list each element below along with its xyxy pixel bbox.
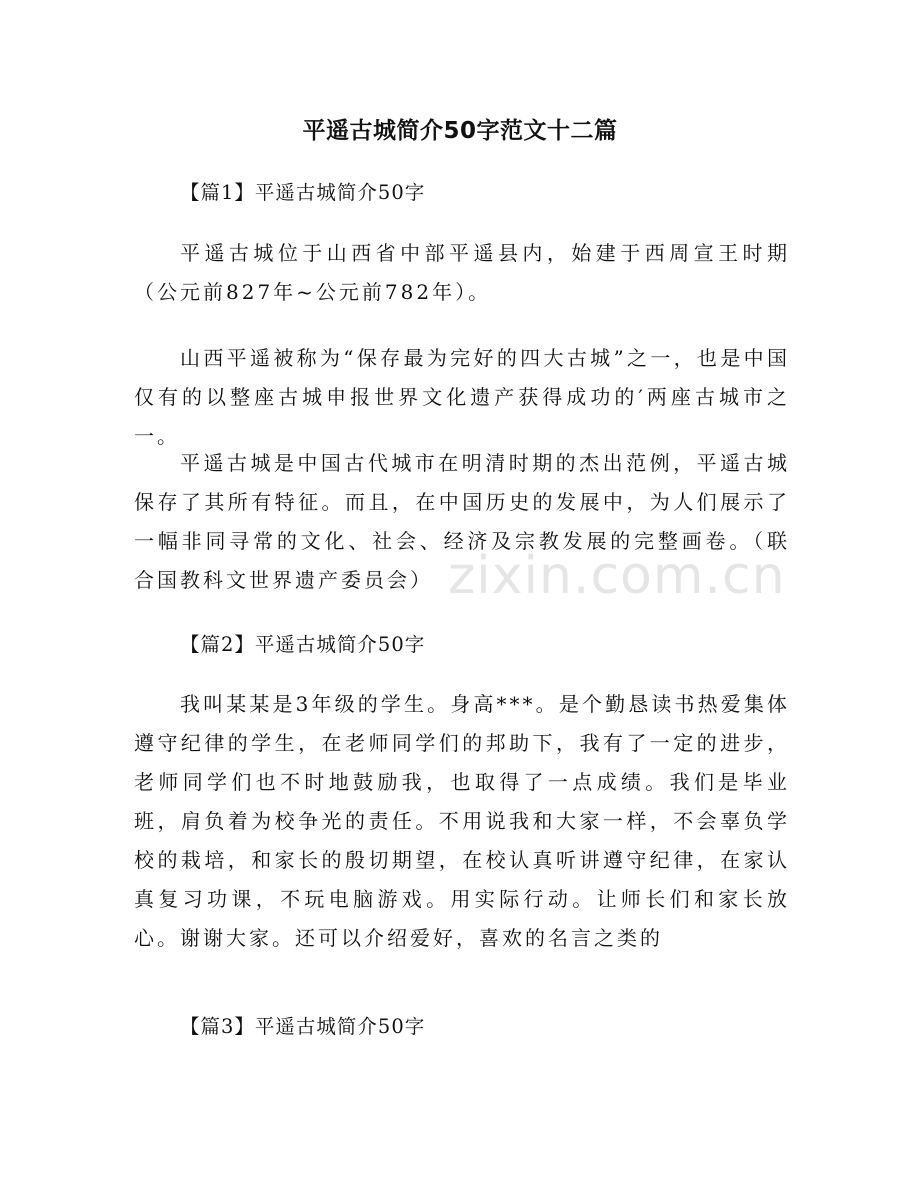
section-1-paragraph-2: 山西平遥被称为“保存最为完好的四大古城”之一，也是中国仅有的以整座古城申报世界文化遗产获得成功的′两座古城市之一。	[134, 346, 790, 448]
section-1-heading: 【篇1】平遥古城简介50字	[180, 181, 426, 204]
document-title: 平遥古城简介50字范文十二篇	[302, 118, 618, 144]
section-1-paragraph-1: 平遥古城位于山西省中部平遥县内，始建于西周宣王时期（公元前827年~公元前782年）。	[134, 241, 790, 304]
watermark: zixin.com.cn	[448, 546, 786, 606]
section-1-paragraph-3: 平遥古城是中国古代城市在明清时期的杰出范例，平遥古城保存了其所有特征。而且，在中国历史的发展中，为人们展示了一幅非同寻常的文化、社会、经济及宗教发展的完整画卷。（联合国教科文世界遗产委员会）	[134, 451, 790, 592]
section-2-heading: 【篇2】平遥古城简介50字	[180, 633, 426, 656]
section-2-paragraph-1: 我叫某某是3年级的学生。身高***。是个勤恳读书热爱集体遵守纪律的学生，在老师同学们的邦助下，我有了一定的进步，老师同学们也不时地鼓励我，也取得了一点成绩。我们是毕业班，肩负着为校争光的责任。不用说我和大家一样，不会辜负学校的栽培，和家长的殷切期望，在校认真听讲遵守纪律，在家认真复习功课，不玩电脑游戏。用实际行动。让师长们和家长放心。谢谢大家。还可以介绍爱好，喜欢的名言之类的	[134, 692, 790, 950]
section-3-heading: 【篇3】平遥古城简介50字	[180, 1015, 426, 1038]
